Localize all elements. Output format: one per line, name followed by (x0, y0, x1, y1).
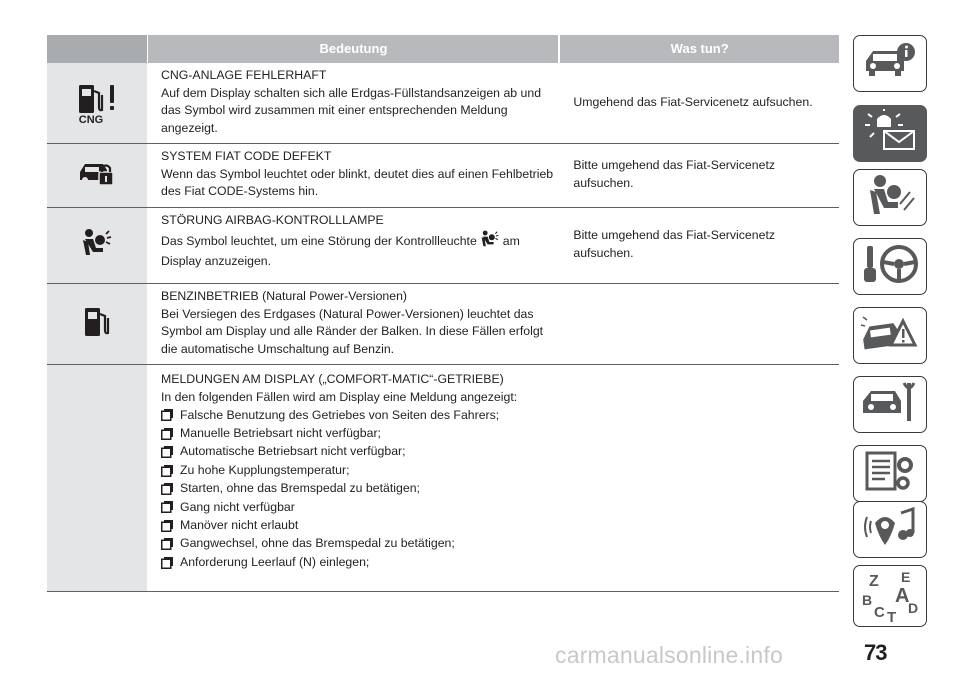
tab-maintenance[interactable] (853, 376, 927, 433)
row-action: Bitte umgehend das Fiat-Servicenetz aufsuchen. (573, 228, 776, 260)
checkbox-bullet-icon (161, 465, 173, 477)
page-number: 73 (864, 640, 887, 665)
list-item-label: Manuelle Betriebsart nicht verfügbar; (180, 425, 381, 440)
checkbox-bullet-icon (161, 483, 173, 495)
watermark: carmanualsonline.info (555, 642, 783, 668)
list-item (161, 425, 557, 443)
list-item-label: Zu hohe Kupplungstemperatur; (180, 462, 350, 477)
car-breakdown-icon (859, 309, 921, 362)
row-title: BENZINBETRIEB (Natural Power-Versionen) (161, 289, 408, 303)
list-item (161, 517, 557, 535)
row-title: SYSTEM FIAT CODE DEFEKT (161, 149, 332, 163)
list-item (161, 461, 557, 479)
row-text-after: am Display anzuzeigen. (161, 233, 520, 269)
checkbox-bullet-icon (161, 557, 173, 569)
tab-technical-data[interactable] (853, 445, 927, 502)
key-steering-wheel-icon (859, 240, 921, 293)
table-row (47, 284, 839, 365)
row-text: Auf dem Display schalten sich alle Erdgas-Füllstandsanzeigen ab und das Symbol wird zusammen mit einer entsprechenden Meldung angezeigt. (161, 85, 542, 135)
list-item-label: Anforderung Leerlauf (N) einlegen; (180, 554, 370, 569)
tab-starting-driving[interactable] (853, 238, 927, 295)
index-letter: D (908, 600, 919, 616)
list-item (161, 443, 557, 461)
index-letter: T (887, 609, 897, 626)
list-item-label: Manöver nicht erlaubt (180, 517, 299, 532)
car-lock-icon (77, 158, 117, 193)
table-header (47, 35, 839, 63)
row-action: Bitte umgehend das Fiat-Servicenetz aufsuchen. (573, 158, 776, 190)
row-text: Bei Versiegen des Erdgases (Natural Power-Versionen) leuchtet das Symbol am Display und alle Ränder der Balken. In diese Fällen erfolgt die automatische Umschaltung auf Benzin. (161, 306, 544, 356)
fuel-pump-icon (82, 305, 112, 344)
cng-fuel-icon (73, 81, 121, 126)
index-letter: A (895, 585, 910, 607)
checkbox-bullet-icon (161, 520, 173, 532)
header-icon-cell (47, 35, 147, 63)
warning-light-message-icon (860, 109, 920, 158)
list-item-label: Gang nicht verfügbar (180, 499, 295, 514)
tab-safety[interactable] (853, 169, 927, 226)
list-item (161, 535, 557, 553)
list-item (161, 406, 557, 424)
row-text: In den folgenden Fällen wird am Display eine Meldung angezeigt: (161, 389, 518, 404)
tab-index[interactable] (853, 565, 927, 627)
index-letter: B (862, 592, 873, 608)
index-letter: C (874, 604, 885, 621)
table-row (47, 208, 839, 284)
car-info-icon (860, 41, 920, 86)
checkbox-bullet-icon (161, 428, 173, 440)
table-row (47, 63, 839, 144)
list-item (161, 498, 557, 516)
airbag-icon (79, 228, 115, 263)
index-letter: Z (869, 573, 879, 590)
list-item-label: Falsche Benutzung des Getriebes von Seiten des Fahrers; (180, 407, 500, 422)
index-letter: E (901, 569, 911, 585)
alphabetical-index-icon (857, 567, 923, 625)
row-action (563, 365, 839, 591)
seat-airbag-icon (860, 172, 920, 223)
header-action: Was tun? (670, 41, 729, 56)
tab-car-info[interactable] (853, 35, 927, 92)
specifications-gear-icon (859, 447, 921, 500)
list-item-label: Gangwechsel, ohne das Bremspedal zu betätigen; (180, 536, 455, 551)
checkbox-bullet-icon (161, 409, 173, 421)
tab-warning-lights[interactable] (853, 105, 927, 162)
checkbox-bullet-icon (161, 446, 173, 458)
row-text-before: Das Symbol leuchtet, um eine Störung der Kontrollleuchte (161, 233, 477, 248)
cng-label: CNG (78, 113, 104, 126)
list-item (161, 480, 557, 498)
list-item-label: Starten, ohne das Bremspedal zu betätigen; (180, 481, 420, 496)
message-list (161, 406, 557, 572)
row-title: MELDUNGEN AM DISPLAY („COMFORT-MATIC“-GETRIEBE) (161, 372, 504, 386)
multimedia-icon (859, 503, 921, 556)
airbag-inline-icon (479, 230, 501, 254)
table-row (47, 365, 839, 592)
row-title: CNG-ANLAGE FEHLERHAFT (161, 68, 327, 82)
table-row (47, 144, 839, 208)
row-action (563, 284, 839, 364)
warning-table (47, 35, 839, 592)
row-title: STÖRUNG AIRBAG-KONTROLLLAMPE (161, 213, 384, 227)
row-action: Umgehend das Fiat-Servicenetz aufsuchen. (573, 94, 813, 109)
checkbox-bullet-icon (161, 538, 173, 550)
header-meaning: Bedeutung (319, 41, 388, 56)
tab-emergency[interactable] (853, 307, 927, 364)
car-maintenance-icon (859, 379, 921, 430)
row-text: Wenn das Symbol leuchtet oder blinkt, deutet dies auf einen Fehlbetrieb des Fiat CODE-Systems hin. (161, 166, 554, 199)
tab-multimedia[interactable] (853, 501, 927, 558)
list-item (161, 553, 557, 571)
checkbox-bullet-icon (161, 501, 173, 513)
list-item-label: Automatische Betriebsart nicht verfügbar; (180, 444, 406, 459)
